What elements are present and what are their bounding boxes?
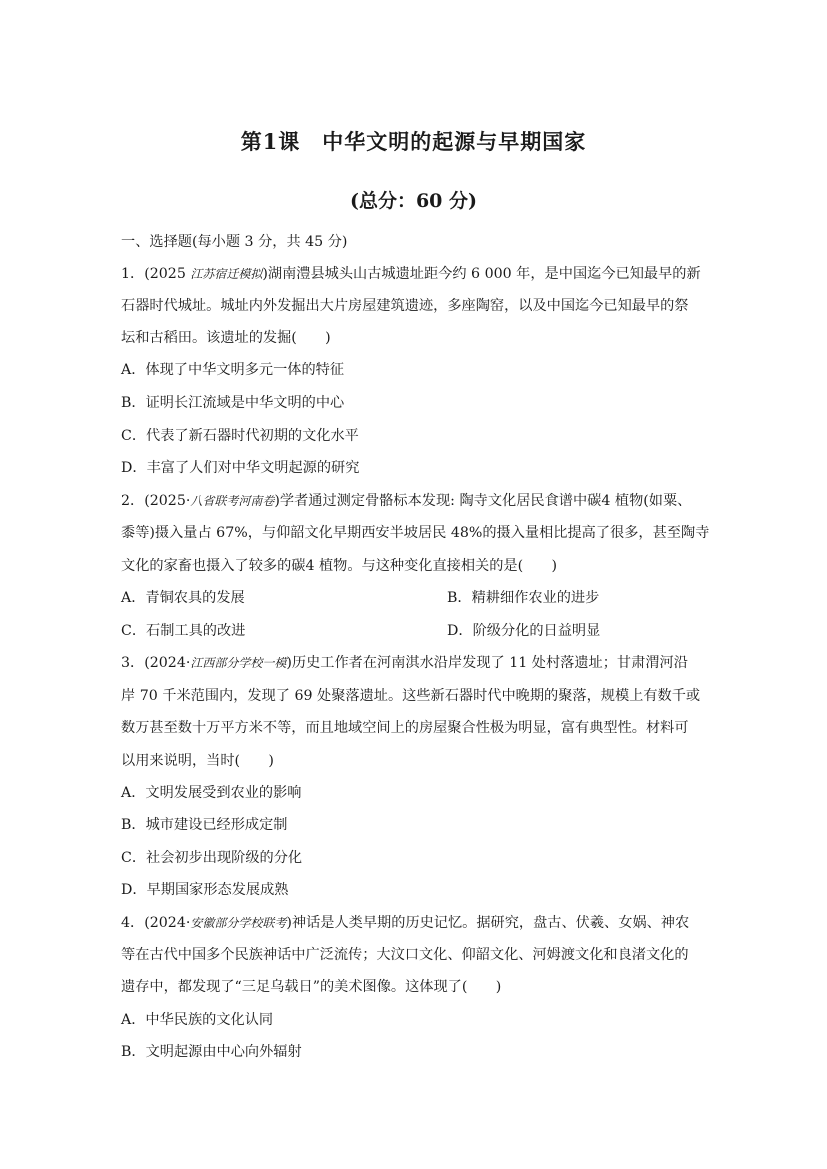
question-3-option-d: D．早期国家形态发展成熟 (121, 882, 289, 898)
question-1-line-1 (121, 264, 701, 284)
question-3-option-c: C．社会初步出现阶级的分化 (121, 850, 303, 866)
question-3-line-4: 以用来说明，当时( ) (121, 753, 274, 769)
question-3-line-2: 岸 70 千米范围内，发现了 69 处聚落遗址。这些新石器时代中晚期的聚落，规模上有数千或 (121, 688, 701, 704)
section-heading: 一、选择题(每小题 3 分，共 45 分) (121, 234, 348, 250)
question-4-line-2: 等在古代中国多个民族神话中广泛流传；大汶口文化、仰韶文化、河姆渡文化和良渚文化的 (121, 947, 689, 963)
question-4-line-3: 遗存中，都发现了“三足乌载日”的美术图像。这体现了( ) (121, 979, 502, 995)
question-2-line-3: 文化的家畜也摄入了较多的碳4 植物。与这种变化直接相关的是( ) (121, 558, 558, 574)
question-2-option-c: C．石制工具的改进 (121, 623, 246, 639)
lesson-title: 第1课 中华文明的起源与早期国家 (240, 129, 587, 154)
question-1-line-3: 坛和古稻田。该遗址的发掘( ) (121, 330, 331, 346)
question-4-line-1 (121, 913, 689, 933)
question-1-line-2: 石器时代城址。城址内外发掘出大片房屋建筑遗迹，多座陶窑，以及中国迄今已知最早的祭 (121, 298, 689, 314)
question-1-option-b: B．证明长江流域是中华文明的中心 (121, 395, 345, 411)
question-2-line-1 (121, 491, 691, 511)
question-number: 1．(2025 (121, 266, 191, 282)
question-4-option-b: B．文明起源由中心向外辐射 (121, 1044, 302, 1060)
question-number: 3．(2024· (121, 655, 191, 671)
question-3-line-1 (121, 653, 688, 673)
question-2-option-d: D．阶级分化的日益明显 (447, 623, 601, 639)
question-1-option-c: C．代表了新石器时代初期的文化水平 (121, 428, 359, 444)
question-4-option-a: A．中华民族的文化认同 (121, 1012, 274, 1028)
question-text: )湖南澧县城头山古城遗址距今约 6 000 年，是中国迄今已知最早的新 (262, 266, 701, 282)
total-score: (总分：60 分) (349, 190, 478, 212)
question-2-option-a: A．青铜农具的发展 (121, 590, 245, 606)
question-source: 江西部分学校一模 (190, 656, 287, 670)
question-source: 江苏宿迁模拟 (190, 267, 263, 281)
question-2-option-b: B．精耕细作农业的进步 (447, 590, 600, 606)
question-number: 2．(2025· (121, 493, 191, 509)
question-text: )学者通过测定骨骼标本发现: 陶寺文化居民食谱中碳4 植物(如粟、 (274, 493, 692, 509)
question-3-option-b: B．城市建设已经形成定制 (121, 817, 288, 833)
question-source: 安徽部分学校联考 (190, 916, 287, 930)
question-2-line-2: 黍等)摄入量占 67%，与仰韶文化早期西安半坡居民 48%的摄入量相比提高了很多，甚至陶寺 (121, 525, 710, 541)
question-text: )神话是人类早期的历史记忆。据研究，盘古、伏羲、女娲、神农 (286, 915, 690, 931)
question-number: 4．(2024· (121, 915, 191, 931)
question-text: )历史工作者在河南淇水沿岸发现了 11 处村落遗址；甘肃渭河沿 (286, 655, 688, 671)
question-source: 八省联考河南卷 (190, 494, 275, 508)
question-3-option-a: A．文明发展受到农业的影响 (121, 785, 302, 801)
question-1-option-d: D．丰富了人们对中华文明起源的研究 (121, 460, 360, 476)
question-3-line-3: 数万甚至数十万平方米不等，而且地域空间上的房屋聚合性极为明显，富有典型性。材料可 (121, 720, 689, 736)
question-1-option-a: A．体现了中华文明多元一体的特征 (121, 362, 345, 378)
